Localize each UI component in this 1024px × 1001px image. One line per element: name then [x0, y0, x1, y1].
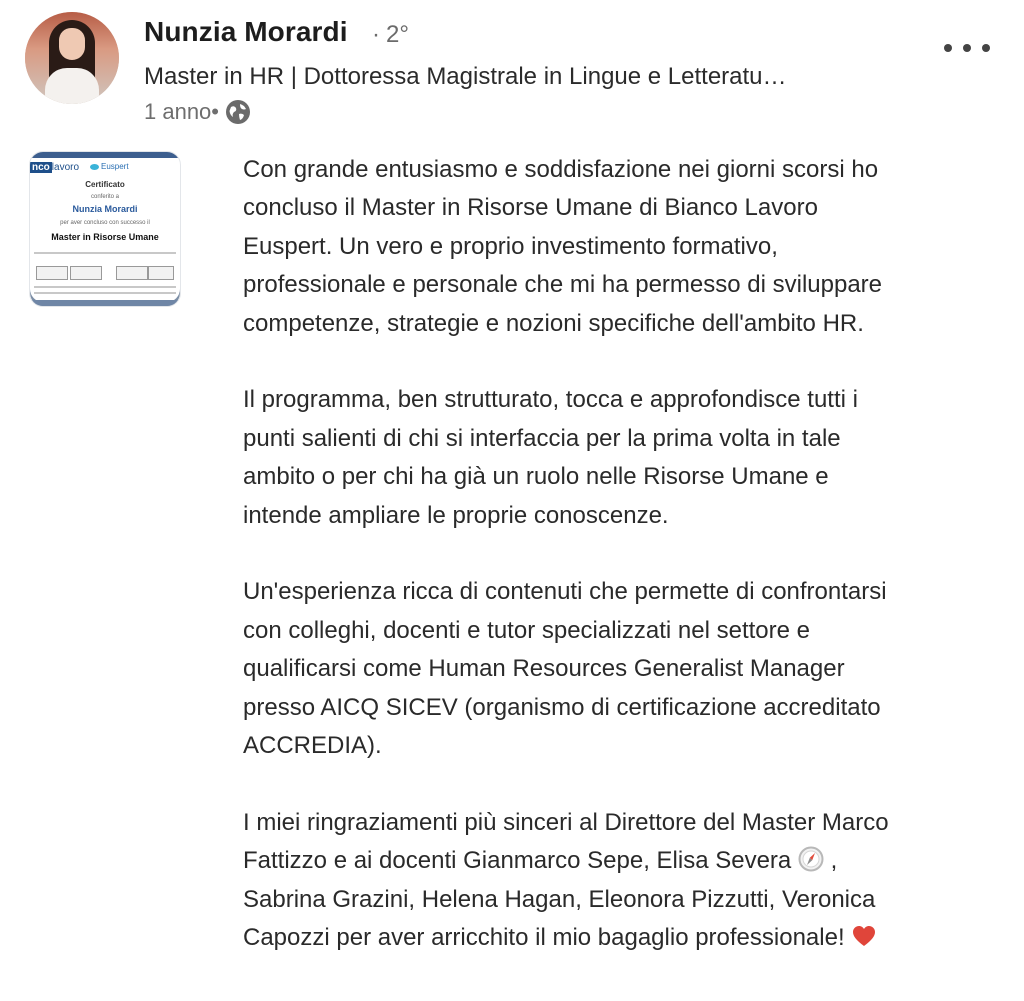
compass-emoji-icon	[798, 846, 824, 872]
certificate-seal	[36, 266, 68, 280]
red-heart-emoji-icon	[851, 924, 877, 948]
post-line: professionale e personale che mi ha permesso di sviluppare	[243, 271, 883, 299]
certificate-top-band	[30, 152, 180, 158]
post-line: Sabrina Grazini, Helena Hagan, Eleonora Pizzutti, Veronica	[243, 885, 876, 913]
certificate-reason: per aver concluso con successo il	[60, 220, 150, 226]
degree-separator: ·	[372, 21, 380, 48]
degree-label: 2°	[386, 21, 409, 48]
post-body	[243, 151, 1013, 957]
bianco-lavoro-logo: nco lavoro	[32, 162, 80, 173]
post-line: presso AICQ SICEV (organismo di certificazione accreditato	[243, 693, 881, 721]
certificate-seal	[70, 266, 102, 280]
post-line-text: ,	[823, 847, 838, 875]
more-dot	[944, 44, 952, 52]
certificate-course: Master in Risorse Umane	[51, 232, 159, 242]
certificate-fine-print	[34, 286, 176, 288]
post-line: Il programma, ben strutturato, tocca e approfondisce tutti i	[243, 386, 858, 414]
avatar-body	[45, 68, 99, 104]
more-dot	[982, 44, 990, 52]
post-line: I miei ringraziamenti più sinceri al Direttore del Master Marco	[243, 808, 889, 836]
connection-degree	[372, 21, 409, 49]
certificate-conferred: conferito a	[90, 194, 120, 200]
post-meta	[144, 98, 251, 126]
post-line: intende ampliare le proprie conoscenze.	[243, 501, 669, 529]
post-line	[243, 842, 1013, 880]
post-line: ambito o per chi ha già un ruolo nelle Risorse Umane e	[243, 463, 829, 491]
post-time: 1 anno	[144, 99, 212, 124]
post-paragraph	[243, 573, 1013, 765]
meta-separator: •	[211, 99, 219, 124]
certificate-image[interactable]	[29, 151, 181, 307]
post-line-text: Capozzi per aver arricchito il mio bagaglio professionale!	[243, 924, 852, 952]
post-line: Un'esperienza ricca di contenuti che permette di confrontarsi	[243, 578, 887, 606]
more-dot	[963, 44, 971, 52]
certificate-recipient: Nunzia Morardi	[72, 204, 138, 214]
post-paragraph	[243, 381, 1013, 535]
post-line: con colleghi, docenti e tutor specializzati nel settore e	[243, 616, 810, 644]
post-line: Euspert. Un vero e proprio investimento formativo,	[243, 232, 778, 260]
post-line	[243, 919, 1013, 957]
post-line: Con grande entusiasmo e soddisfazione nei giorni scorsi ho	[243, 156, 879, 183]
certificate-fine-print	[34, 252, 176, 254]
post-line-text: Fattizzo e ai docenti Gianmarco Sepe, Elisa Severa	[243, 847, 798, 875]
author-headline[interactable]: Master in HR | Dottoressa Magistrale in Lingue e Letteratu…	[144, 63, 787, 90]
author-name[interactable]: Nunzia Morardi	[144, 16, 348, 47]
euspert-logo: Euspert	[90, 162, 129, 171]
post-paragraph	[243, 804, 1013, 958]
certificate-fine-print	[34, 292, 176, 294]
author-avatar[interactable]	[25, 12, 119, 104]
post-paragraph	[243, 151, 1013, 343]
certificate-seal	[116, 266, 148, 280]
post-line: ACCREDIA).	[243, 732, 382, 760]
post-line: punti salienti di chi si interfaccia per la prima volta in tale	[243, 424, 841, 452]
post-line: concluso il Master in Risorse Umane di Bianco Lavoro	[243, 194, 818, 222]
certificate-title: Certificato	[85, 180, 125, 189]
avatar-face	[59, 28, 85, 60]
more-options-button[interactable]	[944, 36, 990, 60]
post-line: qualificarsi come Human Resources Generalist Manager	[243, 655, 845, 683]
post-line: competenze, strategie e nozioni specifiche dell'ambito HR.	[243, 309, 864, 337]
globe-icon	[225, 99, 251, 125]
certificate-bottom-band	[30, 300, 180, 306]
certificate-seal	[148, 266, 174, 280]
